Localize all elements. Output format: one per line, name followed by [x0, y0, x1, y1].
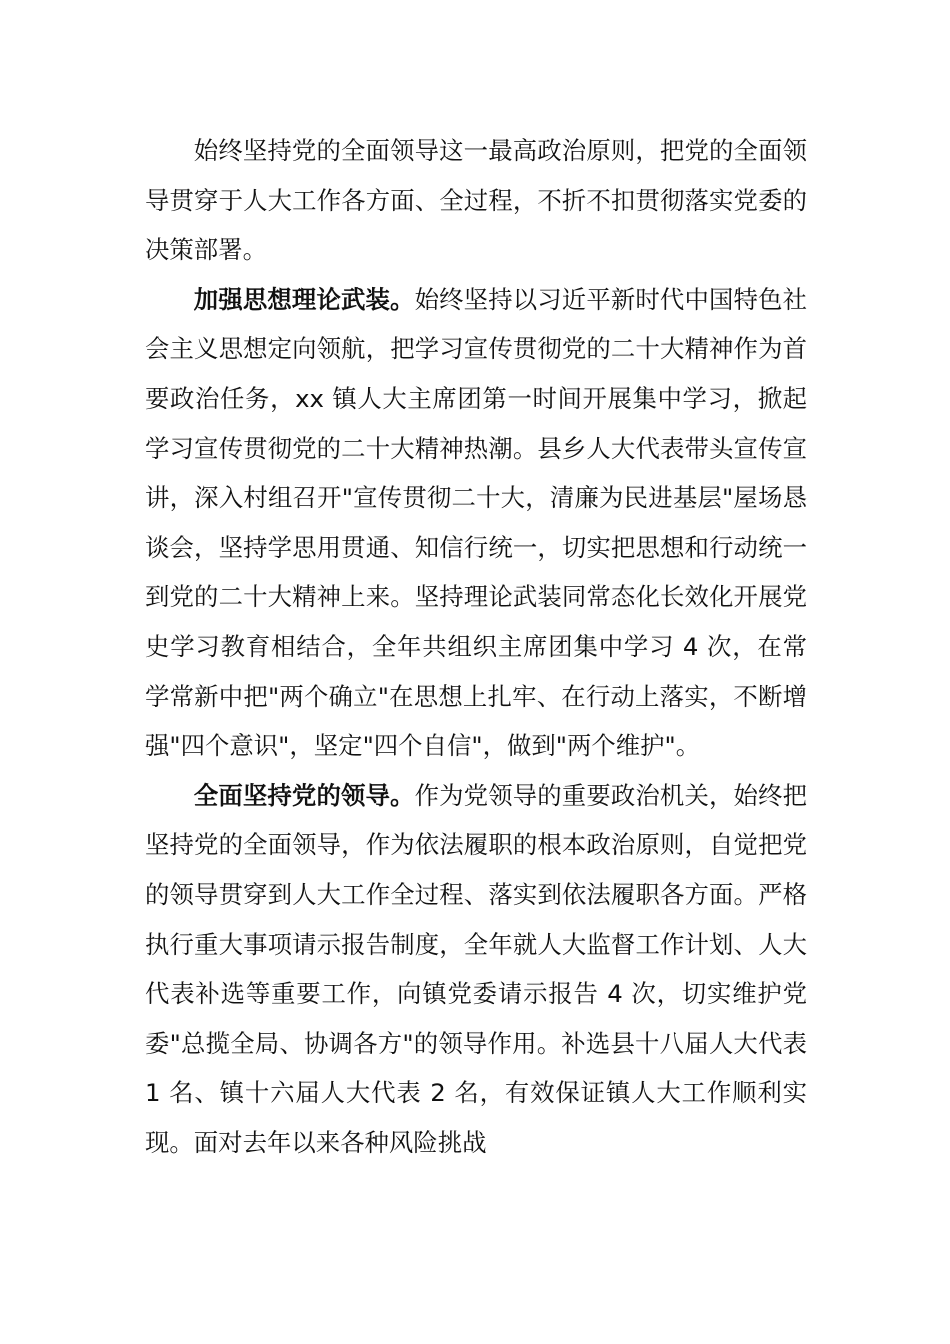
paragraph-lead: 加强思想理论武装。: [193, 284, 415, 314]
paragraph-text: 始终坚持以习近平新时代中国特色社会主义思想定向领航，把学习宣传贯彻党的二十大精神作为首要政治任务，xx 镇人大主席团第一时间开展集中学习，掀起学习宣传贯彻党的二十大精神热潮。县乡人大代表带头宣传宣讲，深入村组召开"宣传贯彻二十大，清廉为民进基层"屋场恳谈会，坚持学思用贯通、知信行统一，切实把思想和行动统一到党的二十大精神上来。坚持理论武装同常态化长效化开展党史学习教育相结合，全年共组织主席团集中学习 4 次，在常学常新中把"两个确立"在思想上扎牢、在行动上落实，不断增强"四个意识"，坚定"四个自信"，做到"两个维护"。: [145, 284, 807, 761]
paragraph-intro: [145, 126, 807, 275]
paragraph-text: 始终坚持党的全面领导这一最高政治原则，把党的全面领导贯穿于人大工作各方面、全过程，不折不扣贯彻落实党委的决策部署。: [145, 136, 807, 265]
paragraph-party-leadership: [145, 771, 807, 1168]
paragraph-text: 作为党领导的重要政治机关，始终把坚持党的全面领导，作为依法履职的根本政治原则，自觉把党的领导贯穿到人大工作全过程、落实到依法履职各方面。严格执行重大事项请示报告制度，全年就人大监督工作计划、人大代表补选等重要工作，向镇党委请示报告 4 次，切实维护党委"总揽全局、协调各方"的领导作用。补选县十八届人大代表 1 名、镇十六届人大代表 2 名，有效保证镇人大工作顺利实现。面对去年以来各种风险挑战: [145, 780, 807, 1157]
paragraph-theory-armament: [145, 275, 807, 771]
document-page: [145, 126, 807, 1167]
paragraph-lead: 全面坚持党的领导。: [193, 780, 415, 810]
